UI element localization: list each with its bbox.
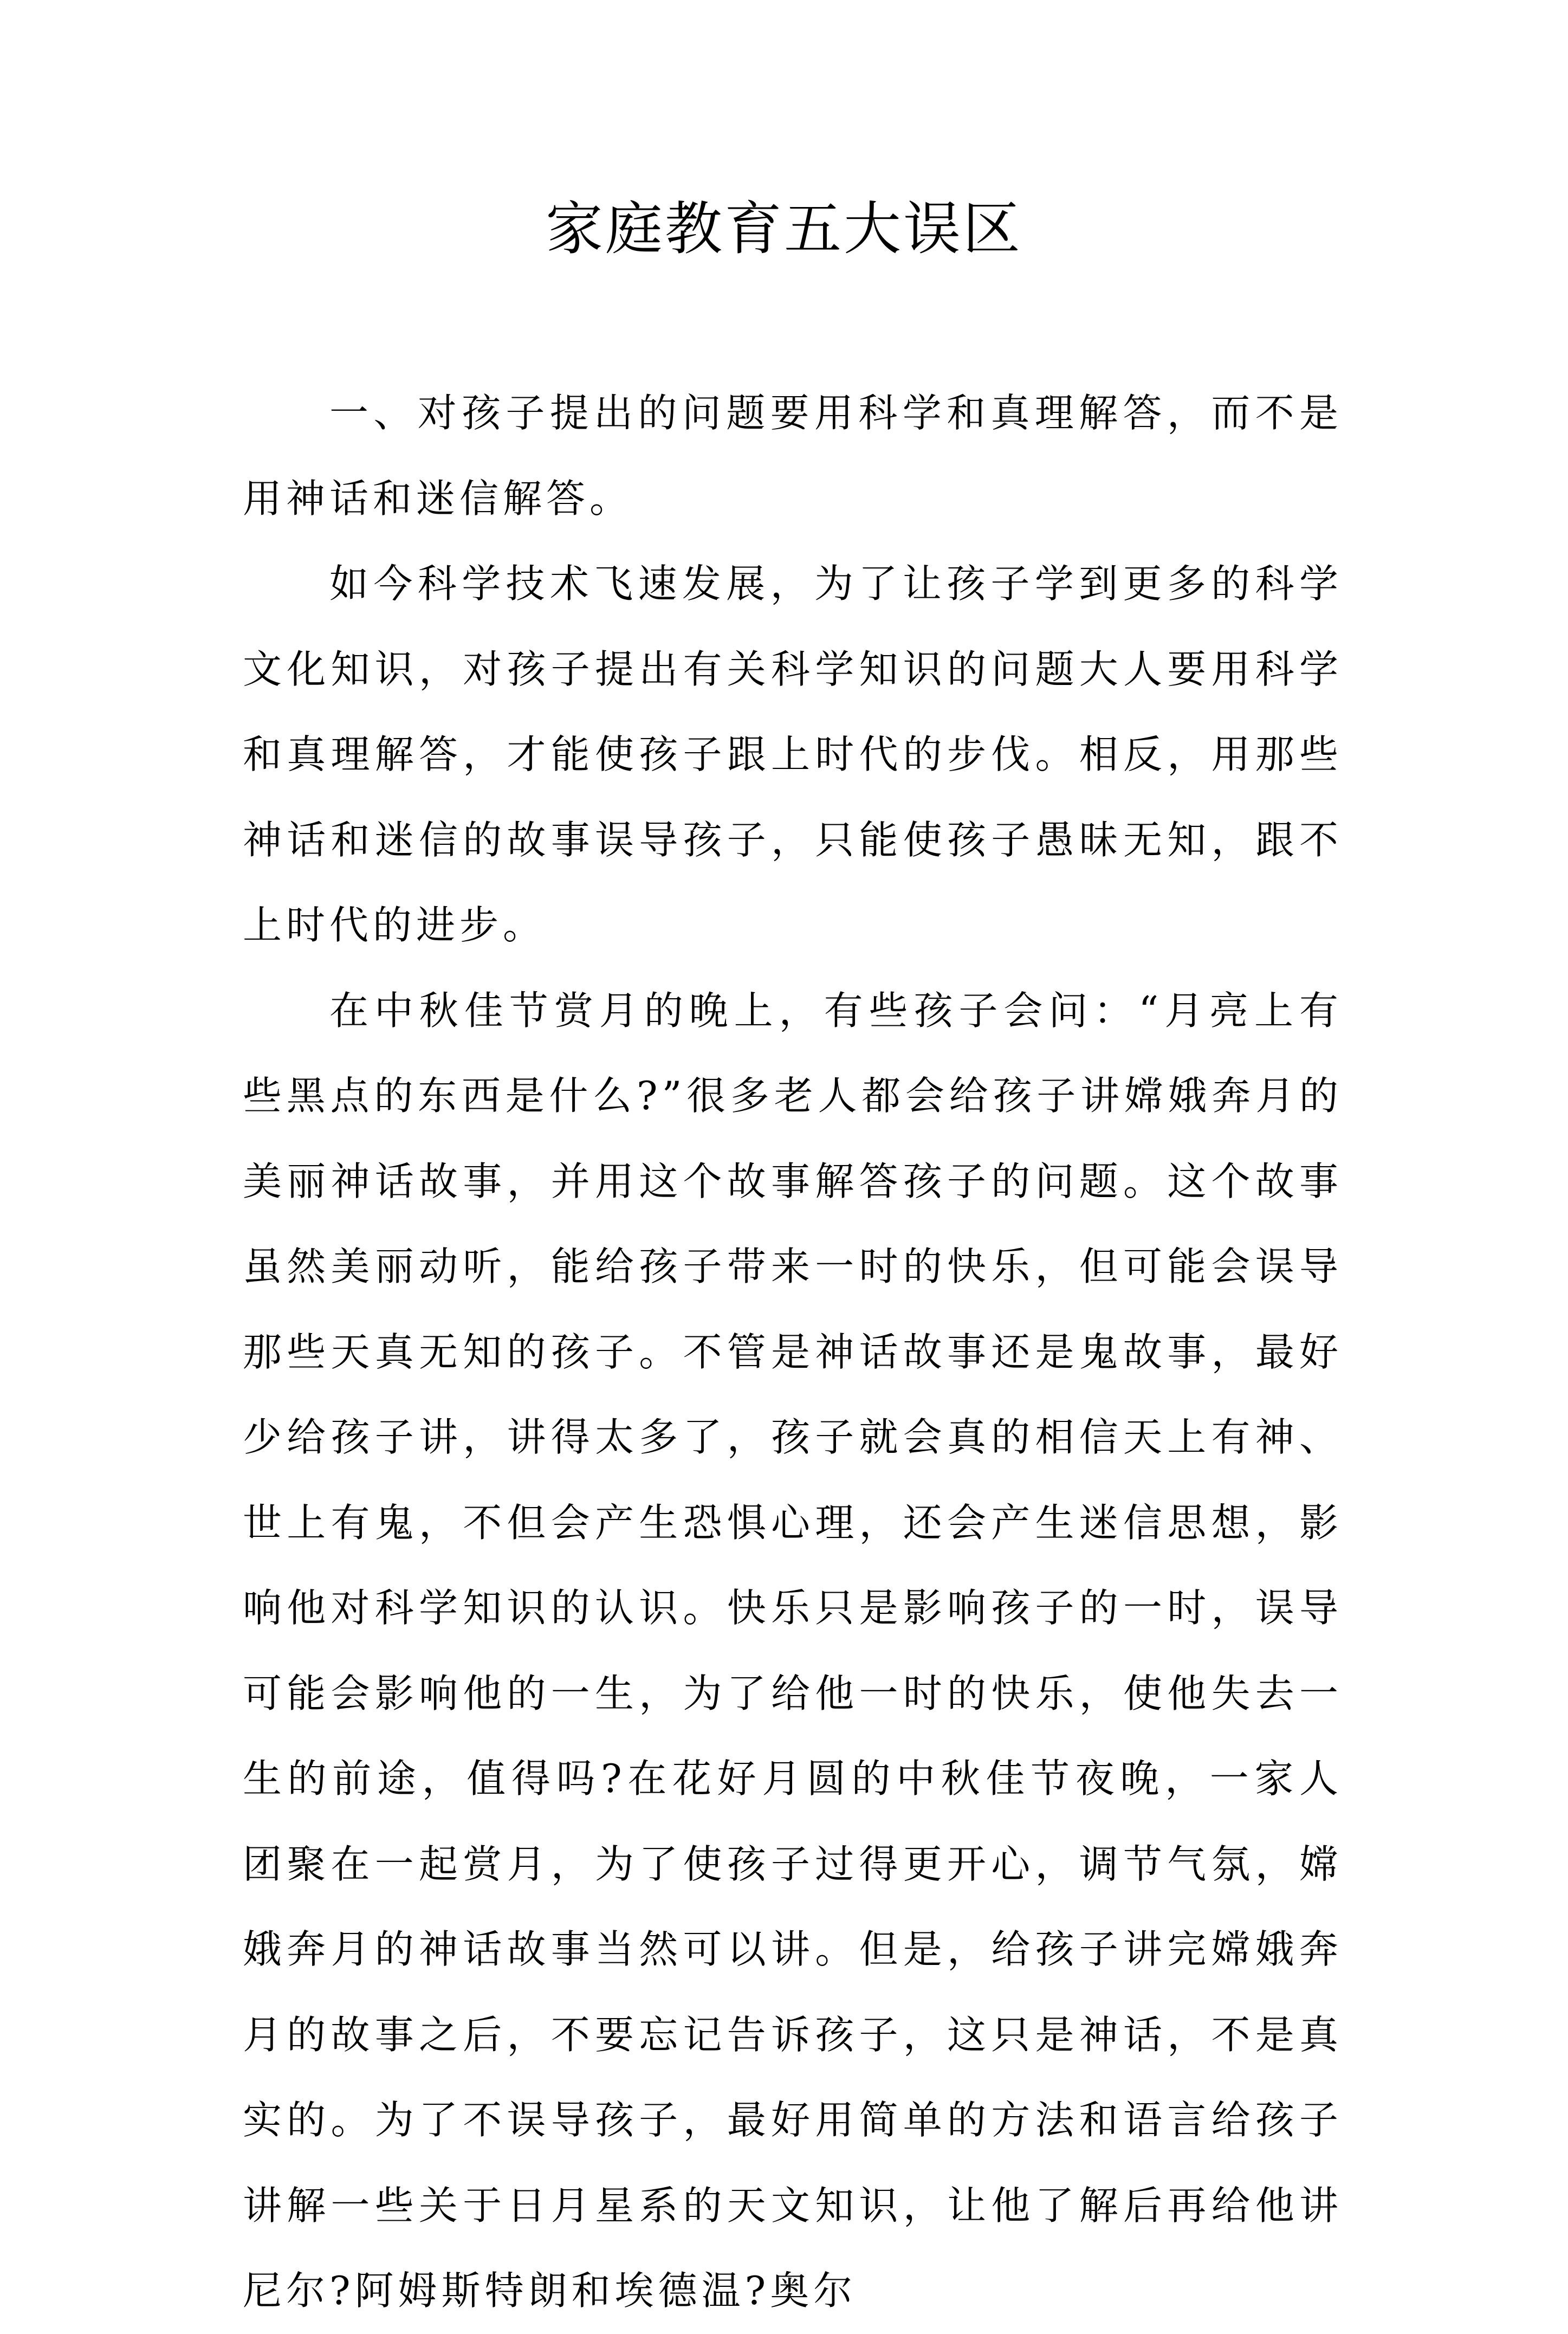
document-title: 家庭教育五大误区 <box>546 196 1022 262</box>
body-paragraph: 在中秋佳节赏月的晚上，有些孩子会问：“月亮上有些黑点的东西是什么?”很多老人都会给孩子讲嫦娥奔月的美丽神话故事，并用这个故事解答孩子的问题。这个故事虽然美丽动听，能给孩子带来一时的快乐，但可能会误导那些天真无知的孩子。不管是神话故事还是鬼故事，最好少给孩子讲，讲得太多了，孩子就会真的相信天上有神、世上有鬼，不但会产生恐惧心理，还会产生迷信思想，影响他对科学知识的认识。快乐只是影响孩子的一时，误导可能会影响他的一生，为了给他一时的快乐，使他失去一生的前途，值得吗?在花好月圆的中秋佳节夜晚，一家人团聚在一起赏月，为了使孩子过得更开心，调节气氛，嫦娥奔月的神话故事当然可以讲。但是，给孩子讲完嫦娥奔月的故事之后，不要忘记告诉孩子，这只是神话，不是真实的。为了不误导孩子，最好用简单的方法和语言给孩子讲解一些关于日月星系的天文知识，让他了解后再给他讲尼尔?阿姆斯特朗和埃德温?奥尔 <box>243 987 1343 2313</box>
body-paragraph: 如今科学技术飞速发展，为了让孩子学到更多的科学文化知识，对孩子提出有关科学知识的问题大人要用科学和真理解答，才能使孩子跟上时代的步伐。相反，用那些神话和迷信的故事误导孩子，只能使孩子愚昧无知，跟不上时代的进步。 <box>243 561 1343 948</box>
section-heading-1: 一、对孩子提出的问题要用科学和真理解答，而不是用神话和迷信解答。 <box>243 390 1343 521</box>
document-body <box>243 371 1343 2334</box>
